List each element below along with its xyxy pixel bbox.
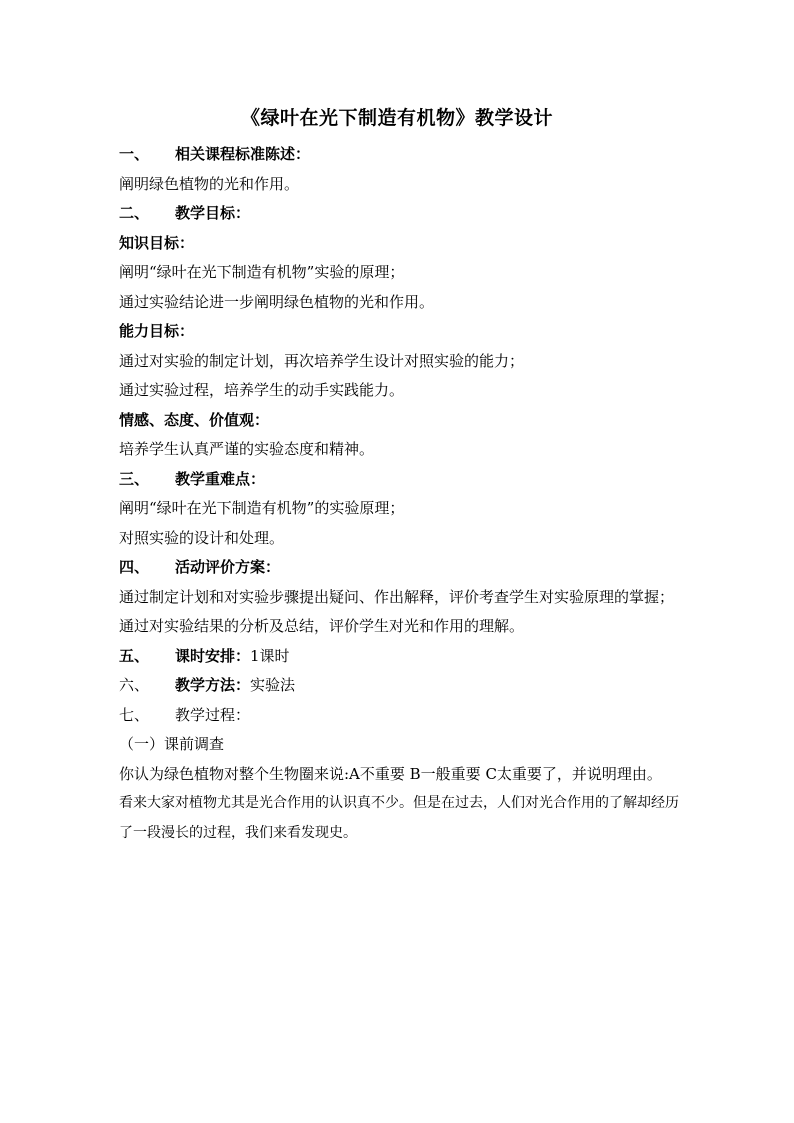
ability-goals-heading: 能力目标： (119, 322, 195, 340)
emotion-goals-heading: 情感、态度、价值观： (119, 410, 270, 429)
section-6-heading (119, 671, 679, 701)
paragraph: 阐明“绿叶在光下制造有机物”的实验原理； (119, 499, 405, 517)
section-number: 四、 (119, 558, 150, 576)
section-2-heading (119, 199, 679, 229)
paragraph: 通过制定计划和对实验步骤提出疑问、作出解释，评价考查学生对实验原理的掌握；通过对实验结果的分析及总结，评价学生对光和作用的理解。 (119, 587, 675, 635)
paragraph: 对照实验的设计和处理。 (119, 528, 285, 547)
section-3-heading (119, 465, 679, 495)
section-number: 七、 (119, 705, 150, 724)
paragraph: 阐明绿色植物的光和作用。 (119, 174, 300, 193)
paragraph: 通过对实验的制定计划，再次培养学生设计对照实验的能力； (119, 351, 525, 370)
paragraph: 看来大家对植物尤其是光合作用的认识真不少。但是在过去，人们对光合作用的了解却经历了一段漫长的过程，我们来看发现史。 (119, 795, 679, 841)
paragraph: 通过实验结论进一步阐明绿色植物的光和作用。 (119, 292, 435, 311)
section-4-heading (119, 553, 679, 583)
section-number: 三、 (119, 469, 150, 488)
subsection-heading: （一）课前调查 (119, 735, 225, 753)
section-7-heading (119, 701, 679, 731)
page-title: 《绿叶在光下制造有机物》教学设计 (240, 107, 553, 129)
section-label: 教学方法： (175, 676, 251, 694)
section-5-heading (119, 642, 679, 672)
section-value: 1课时 (250, 646, 290, 665)
paragraph: 阐明“绿叶在光下制造有机物”实验的原理； (119, 263, 405, 281)
section-number: 二、 (119, 204, 150, 222)
section-1-heading (119, 140, 679, 170)
paragraph: 培养学生认真严谨的实验态度和精神。 (119, 440, 375, 458)
section-label: 教学重难点： (175, 469, 266, 488)
paragraph: 通过实验过程，培养学生的动手实践能力。 (119, 381, 405, 399)
section-label: 课时安排： (175, 646, 251, 665)
section-label: 教学过程： (175, 705, 251, 724)
section-number: 六、 (119, 676, 150, 694)
section-label: 相关课程标准陈述： (175, 145, 311, 163)
paragraph: 你认为绿色植物对整个生物圈来说:A不重要 B一般重要 C太重要了，并说明理由。 (119, 764, 662, 783)
section-label: 活动评价方案： (175, 558, 281, 576)
section-number: 五、 (119, 646, 150, 665)
knowledge-goals-heading: 知识目标： (119, 233, 195, 252)
document-body (119, 140, 679, 848)
section-value: 实验法 (250, 676, 296, 694)
section-number: 一、 (119, 145, 150, 163)
section-label: 教学目标： (175, 204, 251, 222)
